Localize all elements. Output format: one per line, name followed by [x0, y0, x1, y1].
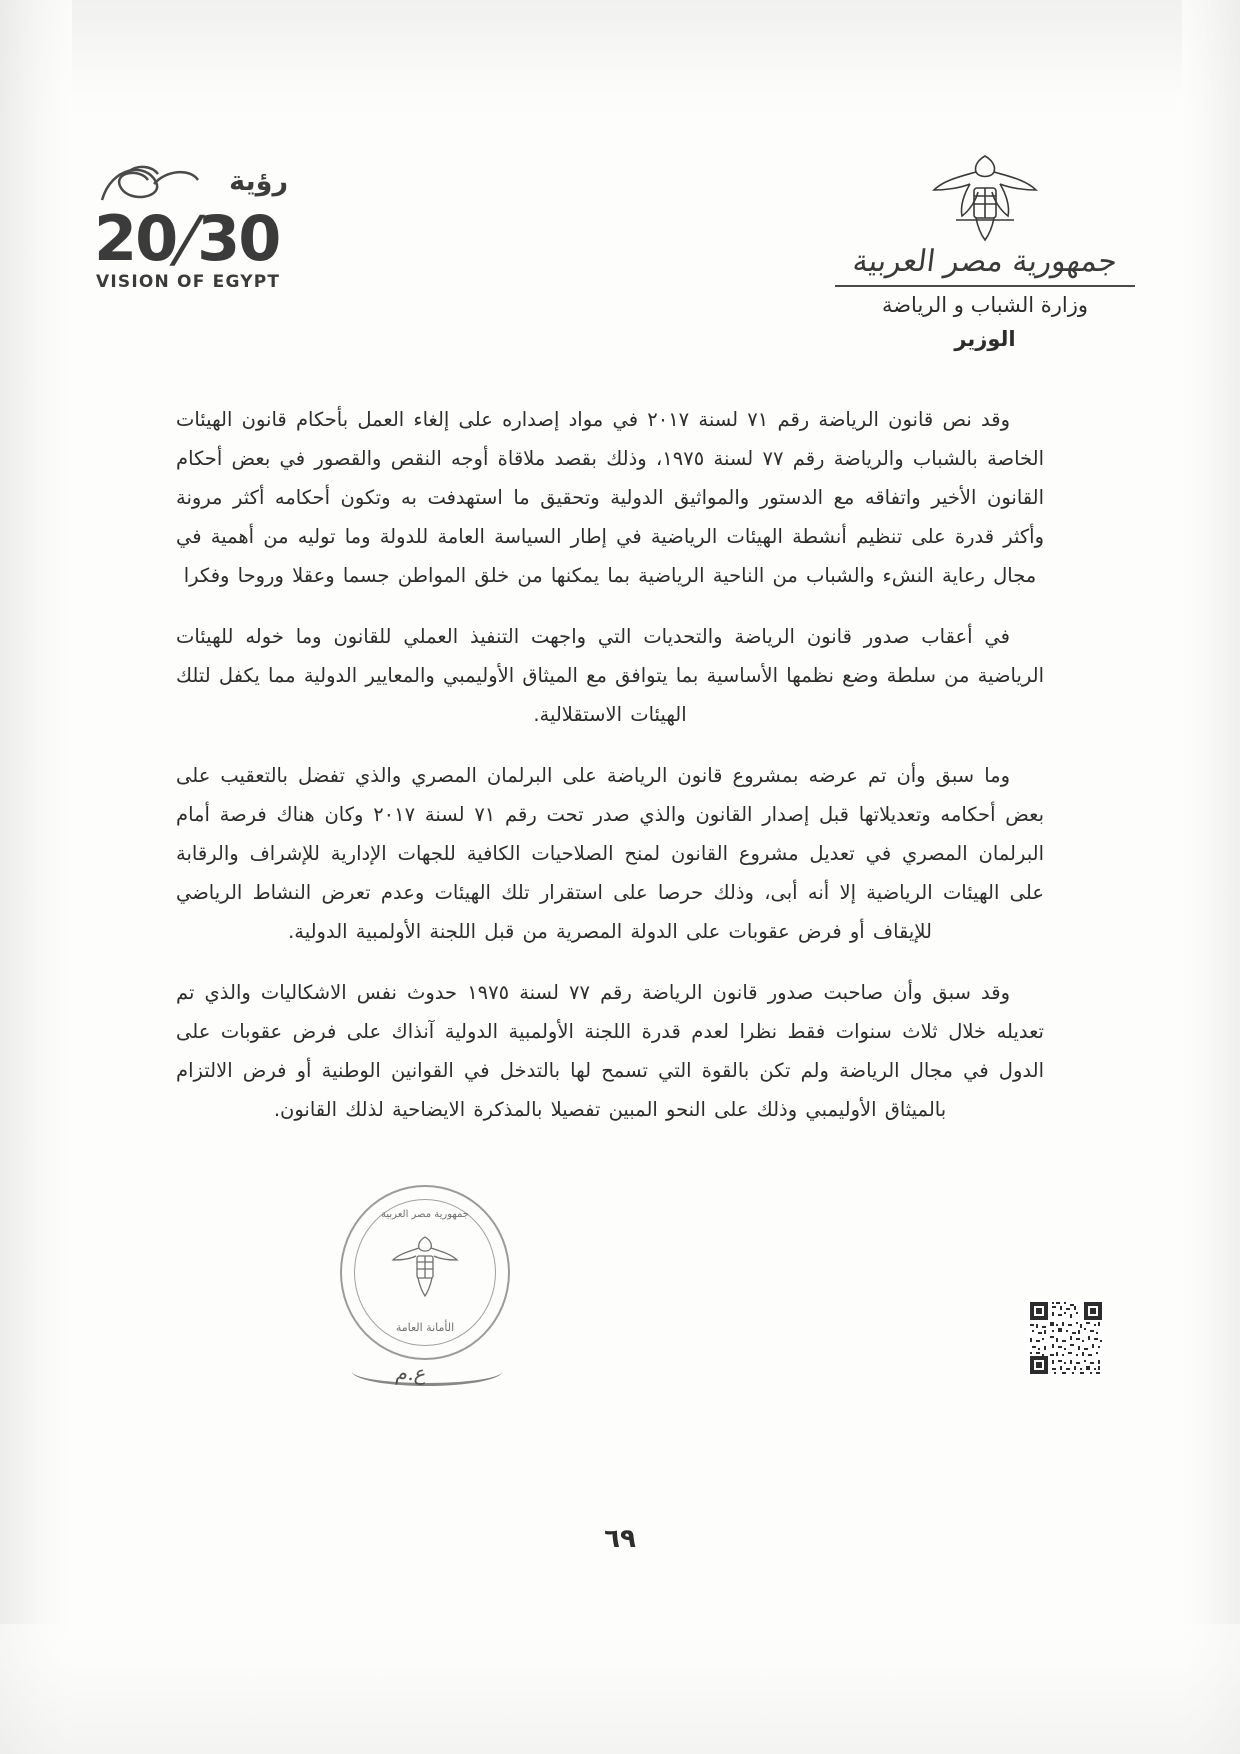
- vision-ribbon-icon: [88, 160, 298, 206]
- qr-code-icon: [1028, 1300, 1104, 1376]
- vision-year: [88, 202, 298, 275]
- paragraph-2: في أعقاب صدور قانون الرياضة والتحديات التي واجهت التنفيذ العملي للقانون وما خوله للهيئات الرياضية من سلطة وضع نظمها الأساسية بما يتوافق مع الميثاق الأوليمبي والمعايير الدولية مما يكفل لتلك الهيئات الاستقلالية.: [176, 625, 1044, 726]
- minister-title-label: الوزير: [954, 327, 1016, 351]
- official-stamp: [340, 1185, 510, 1360]
- stamp-eagle-icon: [340, 1229, 510, 1307]
- header-divider: [835, 285, 1135, 287]
- paragraph-3: وما سبق وأن تم عرضه بمشروع قانون الرياضة على البرلمان المصري والذي تفضل بالتعقيب على بعض أحكامه وتعديلاتها قبل إصدار القانون والذي صدر تحت رقم ٧١ لسنة ٢٠١٧ وكان هناك فرصة أمام البرلمان المصري في تعديل مشروع القانون لمنح الصلاحيات الكافية للجهات الإدارية للإشراف والرقابة على الهيئات الرياضية إلا أنه أبى، وذلك حرصا على استقرار تلك الهيئات وعدم تعرض النشاط الرياضي للإيقاف أو فرض عقوبات على الدولة المصرية من قبل اللجنة الأولمبية الدولية.: [176, 764, 1044, 943]
- vision-subtitle: VISION OF EGYPT: [96, 272, 281, 292]
- ministry-header: [820, 150, 1150, 351]
- eagle-of-saladin-icon: [820, 150, 1150, 242]
- vision-year-left: 20: [94, 202, 177, 275]
- stamp-top-text: جمهورية مصر العربية: [381, 1209, 469, 1220]
- vision-word-label: رؤية: [229, 166, 288, 197]
- minister-signature: [352, 1355, 502, 1395]
- republic-calligraphy: جمهورية مصر العربية: [850, 244, 1120, 279]
- scan-edge-left: [0, 0, 72, 1754]
- ministry-name-label: وزارة الشباب و الرياضة: [881, 293, 1089, 317]
- vision-2030-logo: [88, 160, 298, 310]
- vision-year-separator: /: [166, 202, 207, 275]
- scan-edge-top: [0, 0, 1240, 120]
- letter-body: [176, 400, 1044, 1151]
- page-number: ٦٩: [604, 1524, 636, 1554]
- signature-initials: ع.م: [393, 1361, 429, 1385]
- paragraph-4: وقد سبق وأن صاحبت صدور قانون الرياضة رقم ٧٧ لسنة ١٩٧٥ حدوث نفس الاشكاليات والذي تم تعديله خلال ثلاث سنوات فقط نظرا لعدم قدرة اللجنة الأولمبية الدولية آنذاك على فرض عقوبات على الدول في مجال الرياضة ولم تكن بالقوة التي تسمح لها بالتدخل في القوانين الوطنية أو فرض الالتزام بالميثاق الأوليمبي وذلك على النحو المبين تفصيلا بالمذكرة الايضاحية لذلك القانون.: [176, 981, 1044, 1121]
- stamp-bottom-text: الأمانة العامة: [395, 1321, 455, 1334]
- scan-edge-bottom: [0, 1624, 1240, 1754]
- scan-edge-right: [1182, 0, 1240, 1754]
- paragraph-1: وقد نص قانون الرياضة رقم ٧١ لسنة ٢٠١٧ في مواد إصداره على إلغاء العمل بأحكام قانون الهيئات الخاصة بالشباب والرياضة رقم ٧٧ لسنة ١٩٧٥، وذلك بقصد ملاقاة أوجه النقص والقصور في بعض أحكام القانون الأخير واتفاقه مع الدستور والمواثيق الدولية وتحقيق ما استهدفت به وتكون أحكامه أكثر مرونة وأكثر قدرة على تنظيم أنشطة الهيئات الرياضية في إطار السياسة العامة للدولة وما توليه من أهمية في مجال رعاية النشء والشباب من الناحية الرياضية بما يمكنها من خلق المواطن جسما وعقلا وروحا وفكرا: [176, 408, 1044, 587]
- vision-year-right: 30: [197, 202, 280, 275]
